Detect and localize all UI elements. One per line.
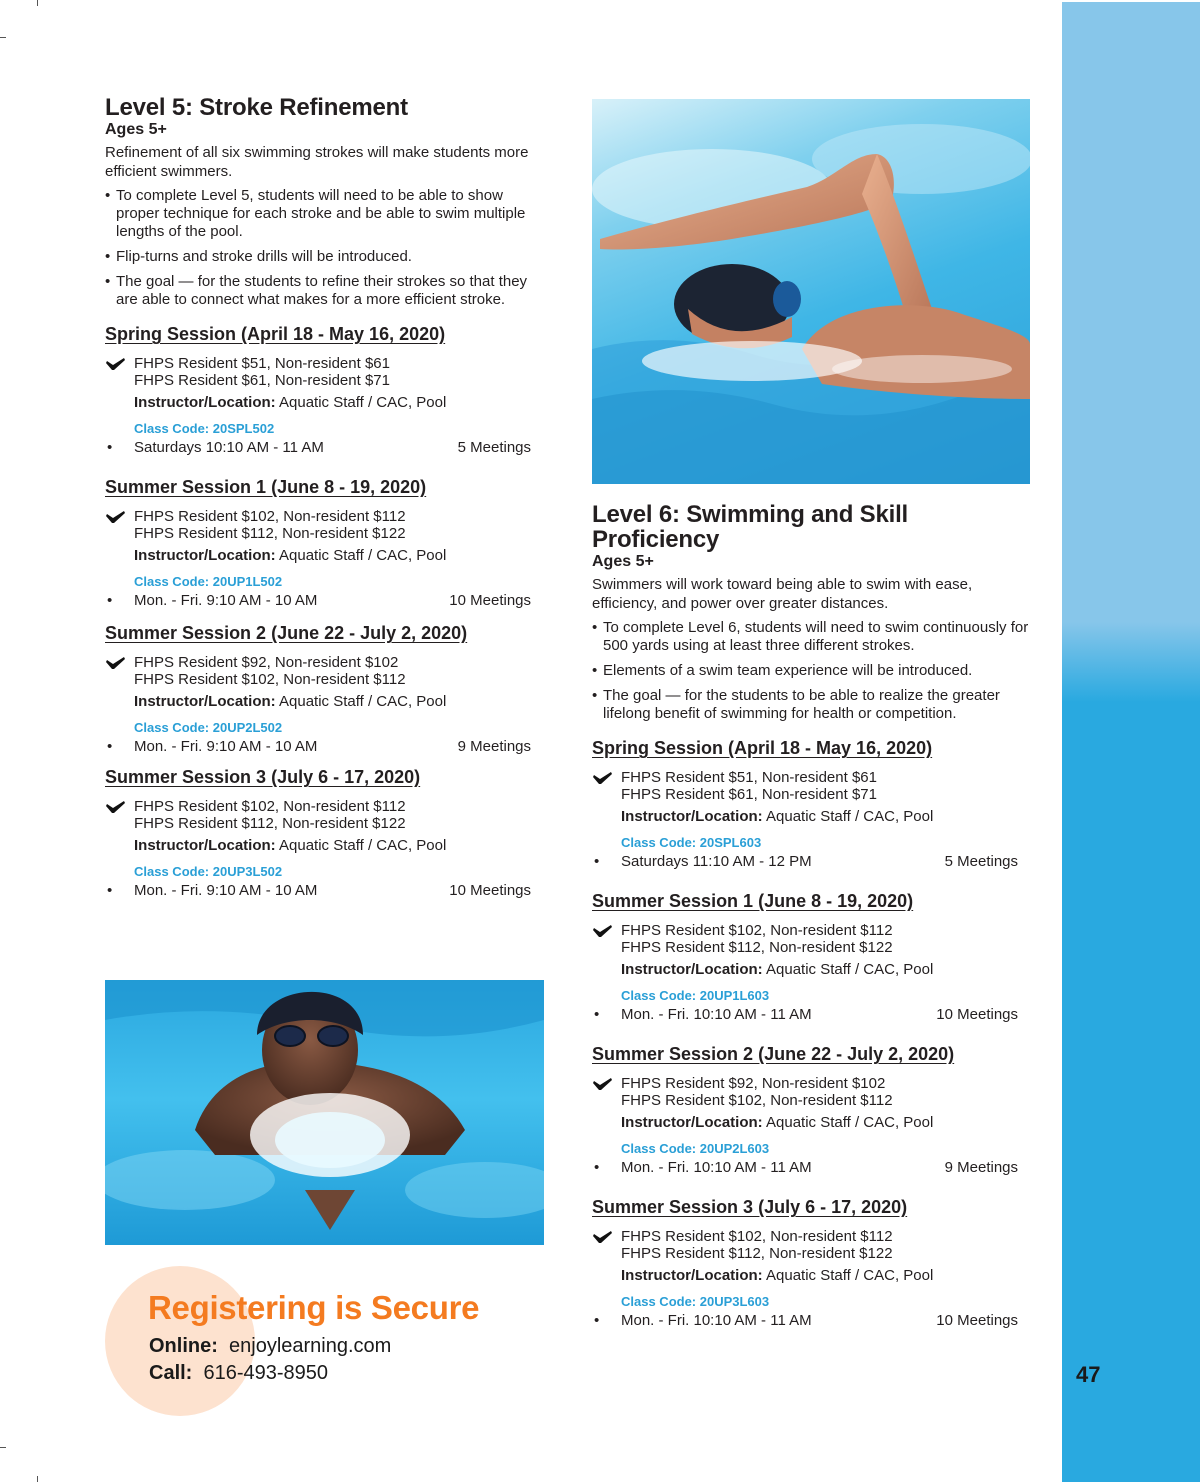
instructor-location	[105, 394, 545, 412]
meeting-count: 5 Meetings	[457, 439, 531, 456]
class-code: Class Code: 20SPL502	[134, 421, 275, 436]
session-block	[592, 1043, 1032, 1177]
bullet-item: • Elements of a swim team experience will be introduced.	[592, 662, 1032, 680]
bullet-dot: •	[107, 439, 113, 456]
bullet-dot: •	[594, 853, 600, 870]
fee-lines	[592, 770, 1032, 803]
level-title: Level 5: Stroke Refinement	[105, 94, 408, 121]
fee-lines	[105, 356, 545, 389]
instructor-location	[105, 547, 545, 565]
instructor-label: Instructor/Location:	[134, 837, 276, 854]
session-title: Spring Session (April 18 - May 16, 2020)	[105, 324, 446, 344]
schedule-line	[105, 592, 545, 610]
session-title: Summer Session 1 (June 8 - 19, 2020)	[105, 477, 427, 497]
meeting-count: 10 Meetings	[936, 1312, 1018, 1329]
instructor-value: Aquatic Staff / CAC, Pool	[279, 394, 447, 411]
fee-lines	[592, 1076, 1032, 1109]
schedule-time: Mon. - Fri. 9:10 AM - 10 AM	[134, 738, 318, 755]
fee-line: FHPS Resident $112, Non-resident $122	[621, 938, 893, 956]
register-call-label: Call:	[149, 1362, 193, 1384]
instructor-value: Aquatic Staff / CAC, Pool	[279, 837, 447, 854]
schedule-line	[592, 853, 1032, 871]
class-code: Class Code: 20UP2L502	[134, 720, 283, 735]
instructor-label: Instructor/Location:	[621, 808, 763, 825]
schedule-time: Saturdays 10:10 AM - 11 AM	[134, 439, 324, 456]
meeting-count: 10 Meetings	[449, 592, 531, 609]
class-code: Class Code: 20UP1L502	[134, 574, 283, 589]
bullet-item: • The goal — for the students to refine their strokes so that they are able to connect what makes for a more efficient stroke.	[105, 273, 545, 309]
schedule-line	[105, 882, 545, 900]
session-block	[592, 890, 1032, 1024]
checkmark-icon	[593, 1077, 613, 1091]
fee-line: FHPS Resident $92, Non-resident $102	[621, 1075, 886, 1092]
session-title: Summer Session 2 (June 22 - July 2, 2020)	[105, 623, 468, 643]
fee-line: FHPS Resident $61, Non-resident $71	[134, 371, 390, 389]
schedule-line	[592, 1312, 1032, 1330]
fee-line: FHPS Resident $102, Non-resident $112	[621, 1228, 893, 1245]
crop-mark	[37, 1476, 38, 1482]
breaststroke-swimmer-illustration	[105, 980, 544, 1245]
bullet-dot: •	[107, 738, 113, 755]
page-side-band	[1062, 2, 1200, 1482]
schedule-time: Mon. - Fri. 10:10 AM - 11 AM	[621, 1312, 812, 1329]
session-title: Summer Session 3 (July 6 - 17, 2020)	[105, 767, 421, 787]
fee-line: FHPS Resident $92, Non-resident $102	[134, 654, 399, 671]
ages-label: Ages 5+	[592, 553, 654, 570]
instructor-location	[592, 961, 1032, 979]
schedule-line	[592, 1006, 1032, 1024]
fee-line: FHPS Resident $102, Non-resident $112	[134, 508, 406, 525]
register-online-link[interactable]: enjoylearning.com	[229, 1335, 392, 1357]
instructor-value: Aquatic Staff / CAC, Pool	[279, 693, 447, 710]
fee-lines	[592, 1229, 1032, 1262]
instructor-label: Instructor/Location:	[621, 961, 763, 978]
fee-line: FHPS Resident $112, Non-resident $122	[621, 1244, 893, 1262]
instructor-label: Instructor/Location:	[134, 693, 276, 710]
session-block	[105, 622, 545, 756]
bullet-item: • To complete Level 6, students will need to swim continuously for 500 yards using at least three different strokes.	[592, 619, 1032, 655]
meeting-count: 10 Meetings	[449, 882, 531, 899]
fee-lines	[105, 509, 545, 542]
ages-label: Ages 5+	[105, 121, 167, 138]
checkmark-icon	[593, 1230, 613, 1244]
instructor-location	[592, 1114, 1032, 1132]
register-title: Registering is Secure	[148, 1289, 480, 1326]
schedule-time: Mon. - Fri. 9:10 AM - 10 AM	[134, 592, 318, 609]
register-phone[interactable]: 616-493-8950	[203, 1362, 329, 1384]
checkmark-icon	[593, 924, 613, 938]
schedule-time: Mon. - Fri. 10:10 AM - 11 AM	[621, 1159, 812, 1176]
instructor-value: Aquatic Staff / CAC, Pool	[766, 808, 934, 825]
instructor-value: Aquatic Staff / CAC, Pool	[766, 1114, 934, 1131]
schedule-time: Mon. - Fri. 9:10 AM - 10 AM	[134, 882, 318, 899]
register-online	[149, 1335, 391, 1358]
meeting-count: 9 Meetings	[944, 1159, 1018, 1176]
level-bullets	[105, 187, 545, 309]
session-title: Summer Session 3 (July 6 - 17, 2020)	[592, 1197, 908, 1217]
level-title-line-1: Level 6: Swimming and Skill	[592, 501, 909, 528]
fee-line: FHPS Resident $51, Non-resident $61	[621, 769, 877, 786]
meeting-count: 5 Meetings	[944, 853, 1018, 870]
session-block	[592, 1196, 1032, 1330]
freestyle-swimmer-photo	[592, 99, 1030, 484]
bullet-dot: •	[594, 1159, 600, 1176]
instructor-location	[592, 1267, 1032, 1285]
instructor-label: Instructor/Location:	[134, 394, 276, 411]
class-code: Class Code: 20UP3L502	[134, 864, 283, 879]
instructor-location	[105, 837, 545, 855]
session-title: Summer Session 2 (June 22 - July 2, 2020)	[592, 1044, 955, 1064]
instructor-value: Aquatic Staff / CAC, Pool	[766, 961, 934, 978]
fee-lines	[105, 799, 545, 832]
register-online-label: Online:	[149, 1335, 218, 1357]
register-call	[149, 1362, 328, 1385]
level-description: Refinement of all six swimming strokes will make students more efficient swimmers.	[105, 144, 529, 180]
crop-mark	[37, 0, 38, 6]
checkmark-icon	[106, 800, 126, 814]
fee-line: FHPS Resident $102, Non-resident $112	[621, 1091, 893, 1109]
level-title-line-2: Proficiency	[592, 526, 720, 553]
session-block	[592, 737, 1032, 871]
session-block	[105, 476, 545, 610]
bullet-item: • Flip-turns and stroke drills will be introduced.	[105, 248, 545, 266]
fee-line: FHPS Resident $51, Non-resident $61	[134, 355, 390, 372]
schedule-line	[105, 738, 545, 756]
level-5-section	[105, 95, 545, 900]
meeting-count: 10 Meetings	[936, 1006, 1018, 1023]
instructor-label: Instructor/Location:	[134, 547, 276, 564]
session-title: Summer Session 1 (June 8 - 19, 2020)	[592, 891, 914, 911]
instructor-value: Aquatic Staff / CAC, Pool	[766, 1267, 934, 1284]
session-block	[105, 323, 545, 457]
class-code: Class Code: 20UP1L603	[621, 988, 770, 1003]
fee-lines	[592, 923, 1032, 956]
checkmark-icon	[106, 510, 126, 524]
bullet-dot: •	[107, 882, 113, 899]
level-bullets	[592, 619, 1032, 723]
level-6-section	[592, 502, 1032, 1330]
instructor-location	[592, 808, 1032, 826]
checkmark-icon	[593, 771, 613, 785]
instructor-location	[105, 693, 545, 711]
schedule-time: Saturdays 11:10 AM - 12 PM	[621, 853, 812, 870]
class-code: Class Code: 20UP3L603	[621, 1294, 770, 1309]
level-title	[592, 502, 1032, 552]
crop-mark	[0, 37, 6, 38]
fee-line: FHPS Resident $61, Non-resident $71	[621, 785, 877, 803]
class-code: Class Code: 20UP2L603	[621, 1141, 770, 1156]
schedule-line	[105, 439, 545, 457]
instructor-value: Aquatic Staff / CAC, Pool	[279, 547, 447, 564]
session-title: Spring Session (April 18 - May 16, 2020)	[592, 738, 933, 758]
fee-line: FHPS Resident $102, Non-resident $112	[621, 922, 893, 939]
bullet-dot: •	[107, 592, 113, 609]
class-code: Class Code: 20SPL603	[621, 835, 762, 850]
fee-lines	[105, 655, 545, 688]
checkmark-icon	[106, 656, 126, 670]
fee-line: FHPS Resident $112, Non-resident $122	[134, 814, 406, 832]
freestyle-swimmer-illustration	[592, 99, 1030, 484]
fee-line: FHPS Resident $112, Non-resident $122	[134, 524, 406, 542]
meeting-count: 9 Meetings	[457, 738, 531, 755]
level-description: Swimmers will work toward being able to swim with ease, efficiency, and power over greater distances.	[592, 576, 973, 612]
bullet-item: • To complete Level 5, students will need to be able to show proper technique for each stroke and be able to swim multiple lengths of the pool.	[105, 187, 545, 241]
bullet-dot: •	[594, 1312, 600, 1329]
crop-mark	[0, 1447, 6, 1448]
page-number: 47	[1076, 1362, 1101, 1387]
session-block	[105, 766, 545, 900]
bullet-dot: •	[594, 1006, 600, 1023]
fee-line: FHPS Resident $102, Non-resident $112	[134, 798, 406, 815]
fee-line: FHPS Resident $102, Non-resident $112	[134, 670, 406, 688]
schedule-line	[592, 1159, 1032, 1177]
bullet-item: • The goal — for the students to be able to realize the greater lifelong benefit of swimming for health or competition.	[592, 687, 1032, 723]
instructor-label: Instructor/Location:	[621, 1267, 763, 1284]
instructor-label: Instructor/Location:	[621, 1114, 763, 1131]
checkmark-icon	[106, 357, 126, 371]
schedule-time: Mon. - Fri. 10:10 AM - 11 AM	[621, 1006, 812, 1023]
breaststroke-swimmer-photo	[105, 980, 544, 1245]
